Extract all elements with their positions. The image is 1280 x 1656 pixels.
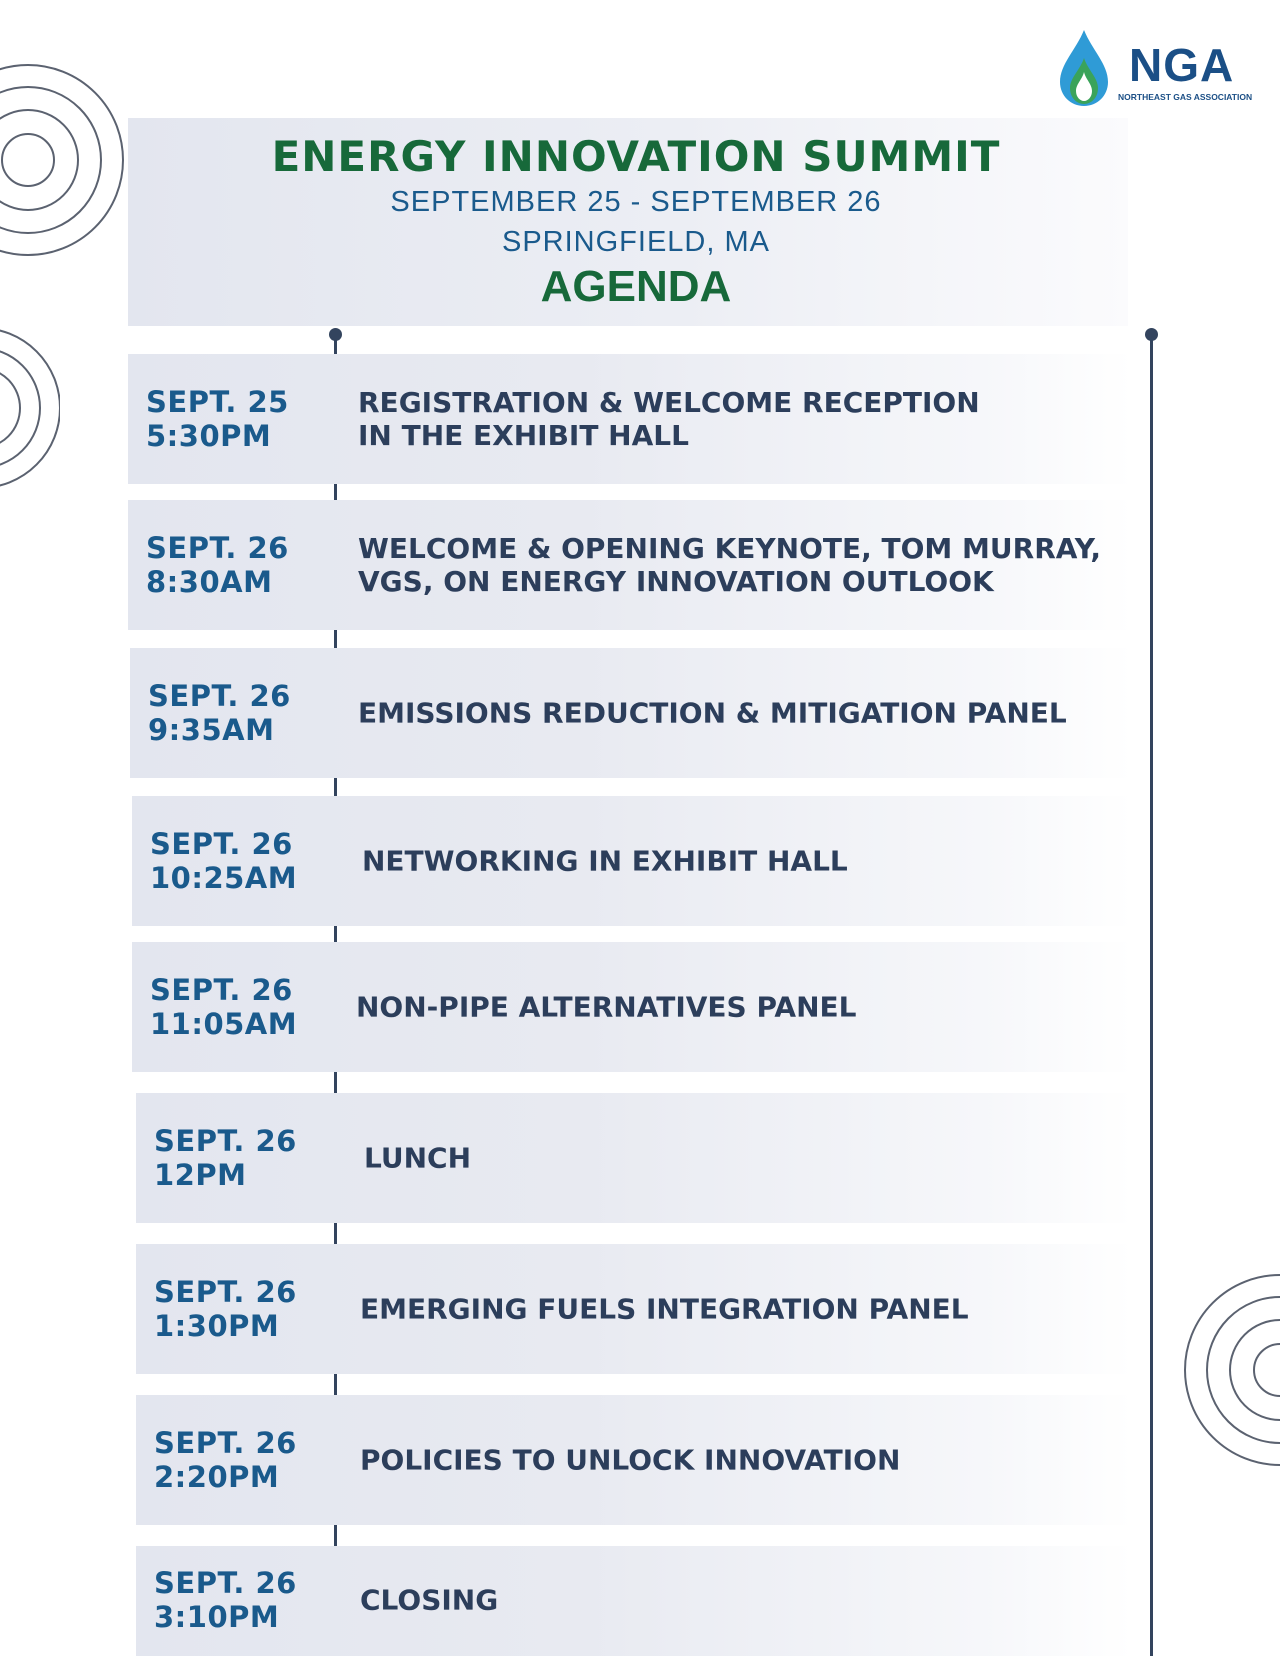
agenda-time: 10:25AM [150, 861, 298, 895]
agenda-event-line: POLICIES TO UNLOCK INNOVATION [360, 1443, 901, 1477]
agenda-event-line: LUNCH [364, 1141, 471, 1175]
agenda-time: 3:10PM [154, 1600, 280, 1634]
agenda-datetime [154, 1426, 297, 1494]
agenda-date: SEPT. 25 [146, 385, 289, 419]
concentric-circles-mid-left-icon [0, 318, 60, 498]
agenda-time: 8:30AM [146, 565, 273, 599]
agenda-event-line: EMISSIONS REDUCTION & MITIGATION PANEL [358, 696, 1067, 730]
agenda-row [132, 796, 1132, 926]
agenda-datetime [150, 973, 297, 1041]
gas-drop-icon [1054, 28, 1114, 108]
page-title: ENERGY INNOVATION SUMMIT [271, 132, 1001, 181]
agenda-event [360, 1584, 1130, 1617]
logo-wordmark: NGA [1129, 39, 1235, 91]
agenda-time: 2:20PM [154, 1460, 280, 1494]
agenda-event [360, 1444, 1130, 1477]
agenda-event-line: NON-PIPE ALTERNATIVES PANEL [356, 990, 857, 1024]
agenda-event-line: NETWORKING IN EXHIBIT HALL [362, 844, 848, 878]
agenda-date: SEPT. 26 [146, 531, 289, 565]
agenda-date: SEPT. 26 [154, 1566, 297, 1600]
agenda-date: SEPT. 26 [154, 1275, 297, 1309]
agenda-event [360, 1293, 1130, 1326]
logo-subtitle: NORTHEAST GAS ASSOCIATION [1118, 92, 1253, 102]
event-dates: SEPTEMBER 25 - SEPTEMBER 26 [390, 186, 882, 218]
agenda-date: SEPT. 26 [154, 1426, 297, 1460]
agenda-datetime [154, 1275, 297, 1343]
timeline-right-dot [1145, 328, 1158, 341]
agenda-event [356, 991, 1126, 1024]
nga-logo [1054, 28, 1274, 108]
agenda-time: 5:30PM [146, 419, 272, 453]
agenda-event-line: EMERGING FUELS INTEGRATION PANEL [360, 1292, 969, 1326]
agenda-row [136, 1244, 1132, 1374]
agenda-event [358, 697, 1128, 730]
agenda-time: 12PM [154, 1158, 247, 1192]
agenda-event [362, 845, 1132, 878]
agenda-row [136, 1546, 1132, 1656]
agenda-date: SEPT. 26 [150, 973, 293, 1007]
agenda-time: 1:30PM [154, 1309, 280, 1343]
agenda-datetime [150, 827, 297, 895]
agenda-row [132, 942, 1132, 1072]
agenda-date: SEPT. 26 [154, 1124, 297, 1158]
event-location: SPRINGFIELD, MA [502, 226, 770, 258]
concentric-circles-top-left-icon [0, 60, 130, 260]
concentric-circles-right-icon [1180, 1270, 1280, 1470]
agenda-row [130, 648, 1132, 778]
agenda-event [358, 532, 1158, 598]
agenda-datetime [146, 385, 289, 453]
agenda-event-line: WELCOME & OPENING KEYNOTE, TOM MURRAY, [358, 532, 1102, 565]
agenda-datetime [154, 1124, 297, 1192]
agenda-event-line: REGISTRATION & WELCOME RECEPTION [358, 386, 980, 419]
agenda-row [128, 500, 1132, 630]
agenda-event [358, 386, 1128, 452]
agenda-event-line: IN THE EXHIBIT HALL [358, 419, 689, 452]
agenda-datetime [154, 1566, 297, 1634]
agenda-date: SEPT. 26 [148, 679, 291, 713]
agenda-heading: AGENDA [540, 262, 732, 311]
agenda-datetime [148, 679, 291, 747]
header-banner [128, 118, 1128, 326]
agenda-event-line: CLOSING [360, 1583, 499, 1617]
agenda-time: 11:05AM [150, 1007, 298, 1041]
timeline-left-dot [329, 328, 342, 341]
agenda-row [128, 354, 1132, 484]
agenda-datetime [146, 531, 289, 599]
agenda-time: 9:35AM [148, 713, 275, 747]
agenda-event-line: VGS, ON ENERGY INNOVATION OUTLOOK [358, 565, 994, 598]
agenda-date: SEPT. 26 [150, 827, 293, 861]
agenda-row [136, 1093, 1132, 1223]
agenda-event [364, 1142, 1134, 1175]
agenda-row [136, 1395, 1132, 1525]
